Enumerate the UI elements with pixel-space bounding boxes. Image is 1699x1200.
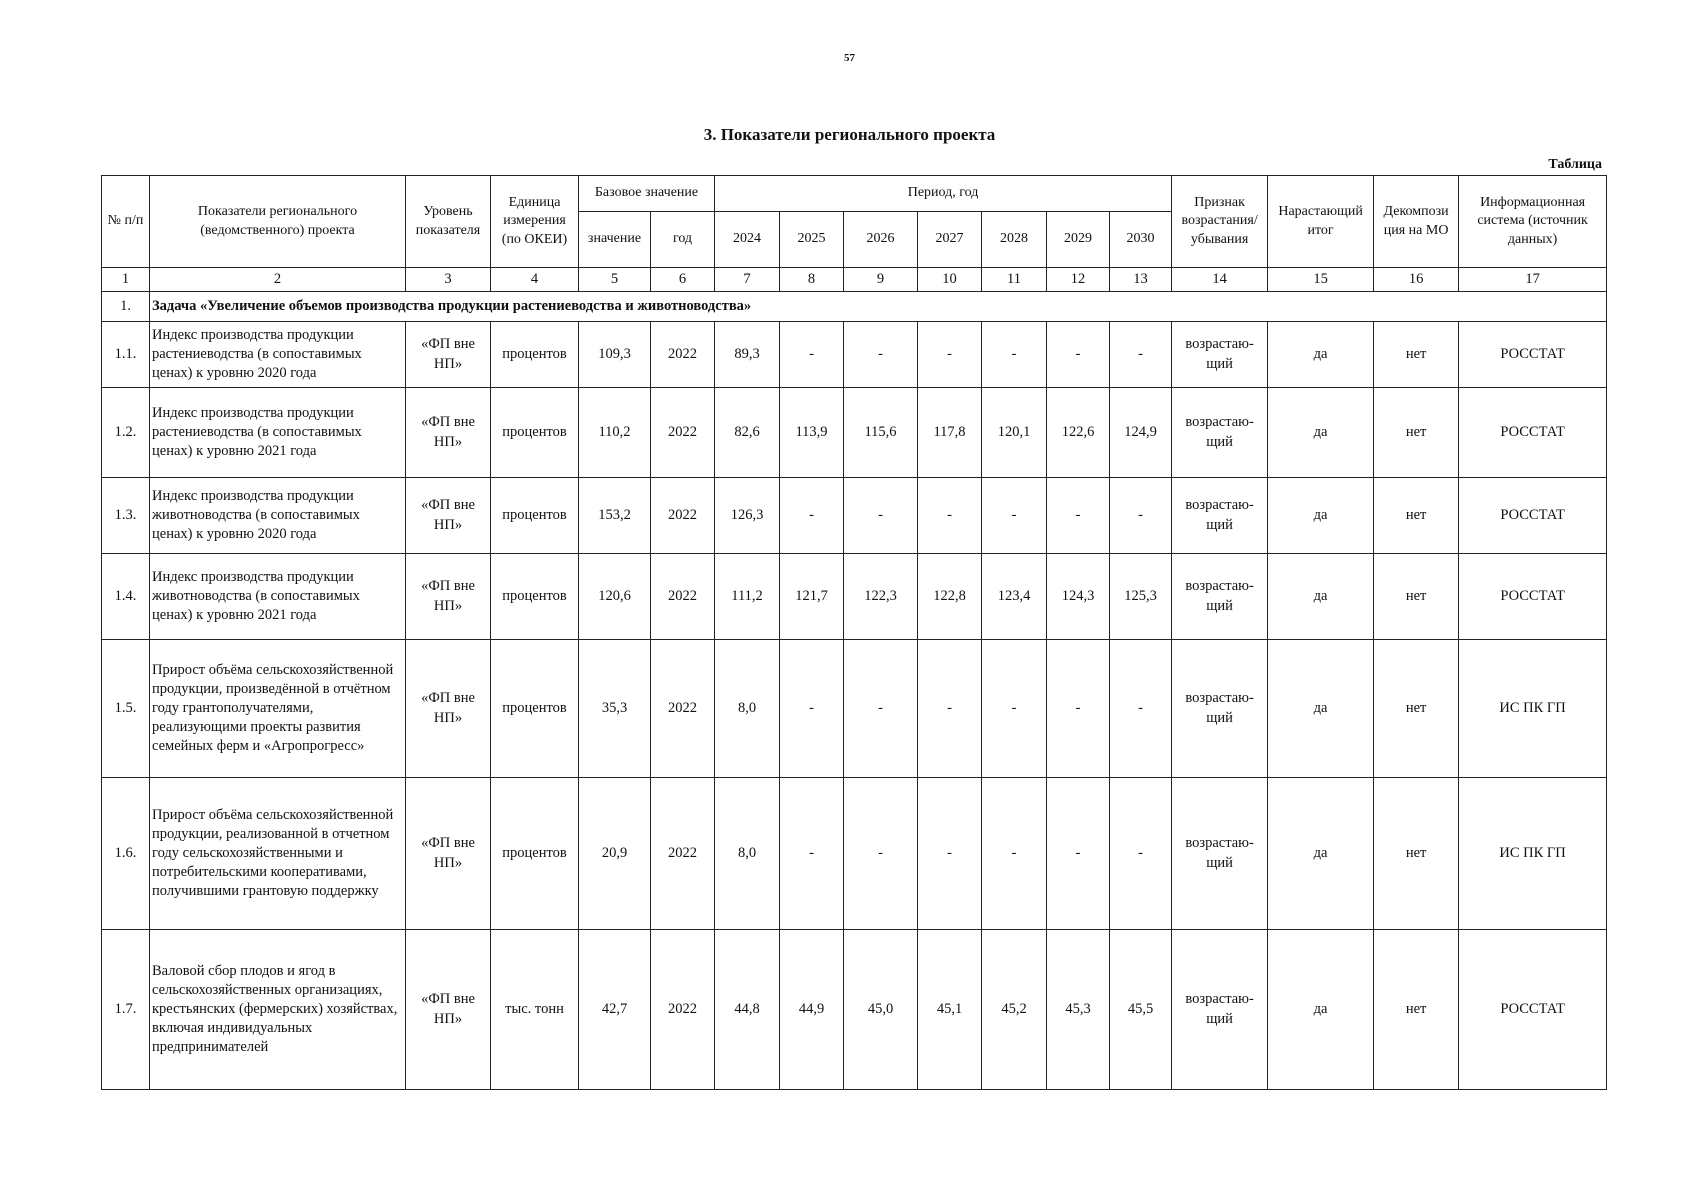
header-num: № п/п — [102, 176, 150, 268]
year-value: 120,1 — [982, 388, 1047, 478]
cumulative-cell: да — [1268, 388, 1374, 478]
column-number: 15 — [1268, 268, 1374, 292]
indicator-level: «ФП вне НП» — [406, 478, 491, 554]
column-number: 2 — [150, 268, 406, 292]
sign-cell: возрастаю- щий — [1172, 640, 1268, 778]
year-value: - — [780, 778, 844, 930]
source-cell: РОССТАТ — [1459, 322, 1607, 388]
task-row — [102, 292, 1607, 322]
header-year: 2029 — [1047, 212, 1110, 268]
decomposition-cell: нет — [1374, 930, 1459, 1090]
base-year: 2022 — [651, 930, 715, 1090]
decomposition-cell: нет — [1374, 322, 1459, 388]
year-value: 44,9 — [780, 930, 844, 1090]
year-value: - — [982, 778, 1047, 930]
year-value: 45,2 — [982, 930, 1047, 1090]
year-value: - — [780, 322, 844, 388]
indicator-level: «ФП вне НП» — [406, 640, 491, 778]
header-period-group: Период, год — [715, 176, 1172, 212]
header-unit: Единица измерения (по ОКЕИ) — [491, 176, 579, 268]
base-value: 20,9 — [579, 778, 651, 930]
indicator-row — [102, 478, 1607, 554]
decomposition-cell: нет — [1374, 478, 1459, 554]
indicator-row — [102, 640, 1607, 778]
year-value: 117,8 — [918, 388, 982, 478]
year-value: - — [1110, 640, 1172, 778]
row-num: 1.7. — [102, 930, 150, 1090]
indicator-level: «ФП вне НП» — [406, 322, 491, 388]
task-num: 1. — [102, 292, 150, 322]
year-value: - — [1110, 778, 1172, 930]
year-value: - — [1047, 778, 1110, 930]
year-value: 124,3 — [1047, 554, 1110, 640]
sign-cell: возрастаю- щий — [1172, 930, 1268, 1090]
year-value: - — [844, 322, 918, 388]
base-year: 2022 — [651, 388, 715, 478]
source-cell: ИС ПК ГП — [1459, 778, 1607, 930]
indicator-name: Валовой сбор плодов и ягод в сельскохозяйственных организациях, крестьянских (фермерских) хозяйствах, включая индивидуальных предпринимателей — [150, 930, 406, 1090]
header-cumulative: Нарастающий итог — [1268, 176, 1374, 268]
year-value: - — [844, 778, 918, 930]
header-year: 2024 — [715, 212, 780, 268]
indicator-row — [102, 388, 1607, 478]
source-cell: РОССТАТ — [1459, 388, 1607, 478]
header-year: 2028 — [982, 212, 1047, 268]
indicator-name: Индекс производства продукции растениеводства (в сопоставимых ценах) к уровню 2021 года — [150, 388, 406, 478]
year-value: 45,1 — [918, 930, 982, 1090]
source-cell: РОССТАТ — [1459, 478, 1607, 554]
cumulative-cell: да — [1268, 930, 1374, 1090]
column-number: 11 — [982, 268, 1047, 292]
column-number: 1 — [102, 268, 150, 292]
year-value: - — [1047, 478, 1110, 554]
year-value: 125,3 — [1110, 554, 1172, 640]
year-value: 126,3 — [715, 478, 780, 554]
header-year: 2025 — [780, 212, 844, 268]
indicator-name: Прирост объёма сельскохозяйственной продукции, реализованной в отчетном году сельскохозяйственными и потребительскими кооперативами, получившими грантовую поддержку — [150, 778, 406, 930]
column-number: 10 — [918, 268, 982, 292]
indicator-name: Индекс производства продукции животноводства (в сопоставимых ценах) к уровню 2020 года — [150, 478, 406, 554]
year-value: - — [1047, 640, 1110, 778]
header-decomposition: Декомпози ция на МО — [1374, 176, 1459, 268]
base-year: 2022 — [651, 778, 715, 930]
indicator-unit: процентов — [491, 388, 579, 478]
cumulative-cell: да — [1268, 478, 1374, 554]
column-number-row — [102, 268, 1607, 292]
year-value: 8,0 — [715, 640, 780, 778]
year-value: 82,6 — [715, 388, 780, 478]
indicator-unit: процентов — [491, 554, 579, 640]
year-value: 45,0 — [844, 930, 918, 1090]
source-cell: РОССТАТ — [1459, 930, 1607, 1090]
indicator-name: Прирост объёма сельскохозяйственной продукции, произведённой в отчётном году грантополучателями, реализующими проекты развития семейных ферм и «Агропрогресс» — [150, 640, 406, 778]
indicator-row — [102, 322, 1607, 388]
year-value: 45,5 — [1110, 930, 1172, 1090]
indicator-unit: процентов — [491, 322, 579, 388]
header-info-system: Информационная система (источник данных) — [1459, 176, 1607, 268]
year-value: 8,0 — [715, 778, 780, 930]
column-number: 12 — [1047, 268, 1110, 292]
column-number: 7 — [715, 268, 780, 292]
year-value: 89,3 — [715, 322, 780, 388]
indicator-name: Индекс производства продукции растениеводства (в сопоставимых ценах) к уровню 2020 года — [150, 322, 406, 388]
header-base-value-group: Базовое значение — [579, 176, 715, 212]
base-year: 2022 — [651, 554, 715, 640]
indicator-row — [102, 930, 1607, 1090]
cumulative-cell: да — [1268, 554, 1374, 640]
base-value: 109,3 — [579, 322, 651, 388]
year-value: - — [918, 322, 982, 388]
year-value: 113,9 — [780, 388, 844, 478]
year-value: 111,2 — [715, 554, 780, 640]
column-number: 4 — [491, 268, 579, 292]
header-indicator: Показатели регионального (ведомственного) проекта — [150, 176, 406, 268]
year-value: 45,3 — [1047, 930, 1110, 1090]
indicator-rows — [102, 322, 1607, 1090]
sign-cell: возрастаю- щий — [1172, 478, 1268, 554]
year-value: - — [1047, 322, 1110, 388]
indicator-level: «ФП вне НП» — [406, 930, 491, 1090]
section-title: 3. Показатели регионального проекта — [703, 125, 996, 144]
header-base-year: год — [651, 212, 715, 268]
decomposition-cell: нет — [1374, 778, 1459, 930]
header-sign: Признак возрастания/ убывания — [1172, 176, 1268, 268]
table-caption: Таблица — [1548, 157, 1602, 172]
cumulative-cell: да — [1268, 778, 1374, 930]
sign-cell: возрастаю- щий — [1172, 778, 1268, 930]
sign-cell: возрастаю- щий — [1172, 322, 1268, 388]
base-value: 110,2 — [579, 388, 651, 478]
year-value: 124,9 — [1110, 388, 1172, 478]
indicator-level: «ФП вне НП» — [406, 778, 491, 930]
indicator-unit: процентов — [491, 478, 579, 554]
year-value: 121,7 — [780, 554, 844, 640]
cumulative-cell: да — [1268, 322, 1374, 388]
year-value: - — [1110, 478, 1172, 554]
decomposition-cell: нет — [1374, 640, 1459, 778]
indicator-level: «ФП вне НП» — [406, 554, 491, 640]
base-value: 42,7 — [579, 930, 651, 1090]
decomposition-cell: нет — [1374, 388, 1459, 478]
column-number: 3 — [406, 268, 491, 292]
sign-cell: возрастаю- щий — [1172, 388, 1268, 478]
year-value: 122,8 — [918, 554, 982, 640]
task-text: Задача «Увеличение объемов производства продукции растениеводства и животноводства» — [150, 292, 1607, 322]
base-year: 2022 — [651, 478, 715, 554]
row-num: 1.3. — [102, 478, 150, 554]
year-value: - — [1110, 322, 1172, 388]
indicator-name: Индекс производства продукции животноводства (в сопоставимых ценах) к уровню 2021 года — [150, 554, 406, 640]
indicator-level: «ФП вне НП» — [406, 388, 491, 478]
column-number: 13 — [1110, 268, 1172, 292]
column-number: 5 — [579, 268, 651, 292]
indicators-table — [101, 175, 1607, 1090]
year-value: - — [918, 478, 982, 554]
year-value: 44,8 — [715, 930, 780, 1090]
indicator-row — [102, 778, 1607, 930]
column-number: 6 — [651, 268, 715, 292]
row-num: 1.6. — [102, 778, 150, 930]
row-num: 1.2. — [102, 388, 150, 478]
year-value: 122,6 — [1047, 388, 1110, 478]
column-number: 14 — [1172, 268, 1268, 292]
base-value: 120,6 — [579, 554, 651, 640]
header-year: 2026 — [844, 212, 918, 268]
base-year: 2022 — [651, 640, 715, 778]
row-num: 1.5. — [102, 640, 150, 778]
column-number: 17 — [1459, 268, 1607, 292]
year-value: - — [982, 640, 1047, 778]
indicator-unit: процентов — [491, 640, 579, 778]
year-value: - — [844, 478, 918, 554]
indicator-unit: процентов — [491, 778, 579, 930]
header-year: 2030 — [1110, 212, 1172, 268]
year-value: - — [844, 640, 918, 778]
sign-cell: возрастаю- щий — [1172, 554, 1268, 640]
year-value: 122,3 — [844, 554, 918, 640]
header-level: Уровень показателя — [406, 176, 491, 268]
base-value: 35,3 — [579, 640, 651, 778]
source-cell: РОССТАТ — [1459, 554, 1607, 640]
base-year: 2022 — [651, 322, 715, 388]
column-number: 8 — [780, 268, 844, 292]
cumulative-cell: да — [1268, 640, 1374, 778]
column-number: 9 — [844, 268, 918, 292]
year-value: - — [982, 478, 1047, 554]
year-value: - — [918, 778, 982, 930]
base-value: 153,2 — [579, 478, 651, 554]
year-value: 115,6 — [844, 388, 918, 478]
indicator-unit: тыс. тонн — [491, 930, 579, 1090]
indicator-row — [102, 554, 1607, 640]
year-value: - — [780, 478, 844, 554]
source-cell: ИС ПК ГП — [1459, 640, 1607, 778]
header-row-top — [102, 176, 1607, 212]
column-number: 16 — [1374, 268, 1459, 292]
decomposition-cell: нет — [1374, 554, 1459, 640]
row-num: 1.4. — [102, 554, 150, 640]
header-year: 2027 — [918, 212, 982, 268]
page-number: 57 — [844, 52, 855, 64]
year-value: - — [918, 640, 982, 778]
year-value: 123,4 — [982, 554, 1047, 640]
row-num: 1.1. — [102, 322, 150, 388]
header-base-value: значение — [579, 212, 651, 268]
year-value: - — [982, 322, 1047, 388]
year-value: - — [780, 640, 844, 778]
